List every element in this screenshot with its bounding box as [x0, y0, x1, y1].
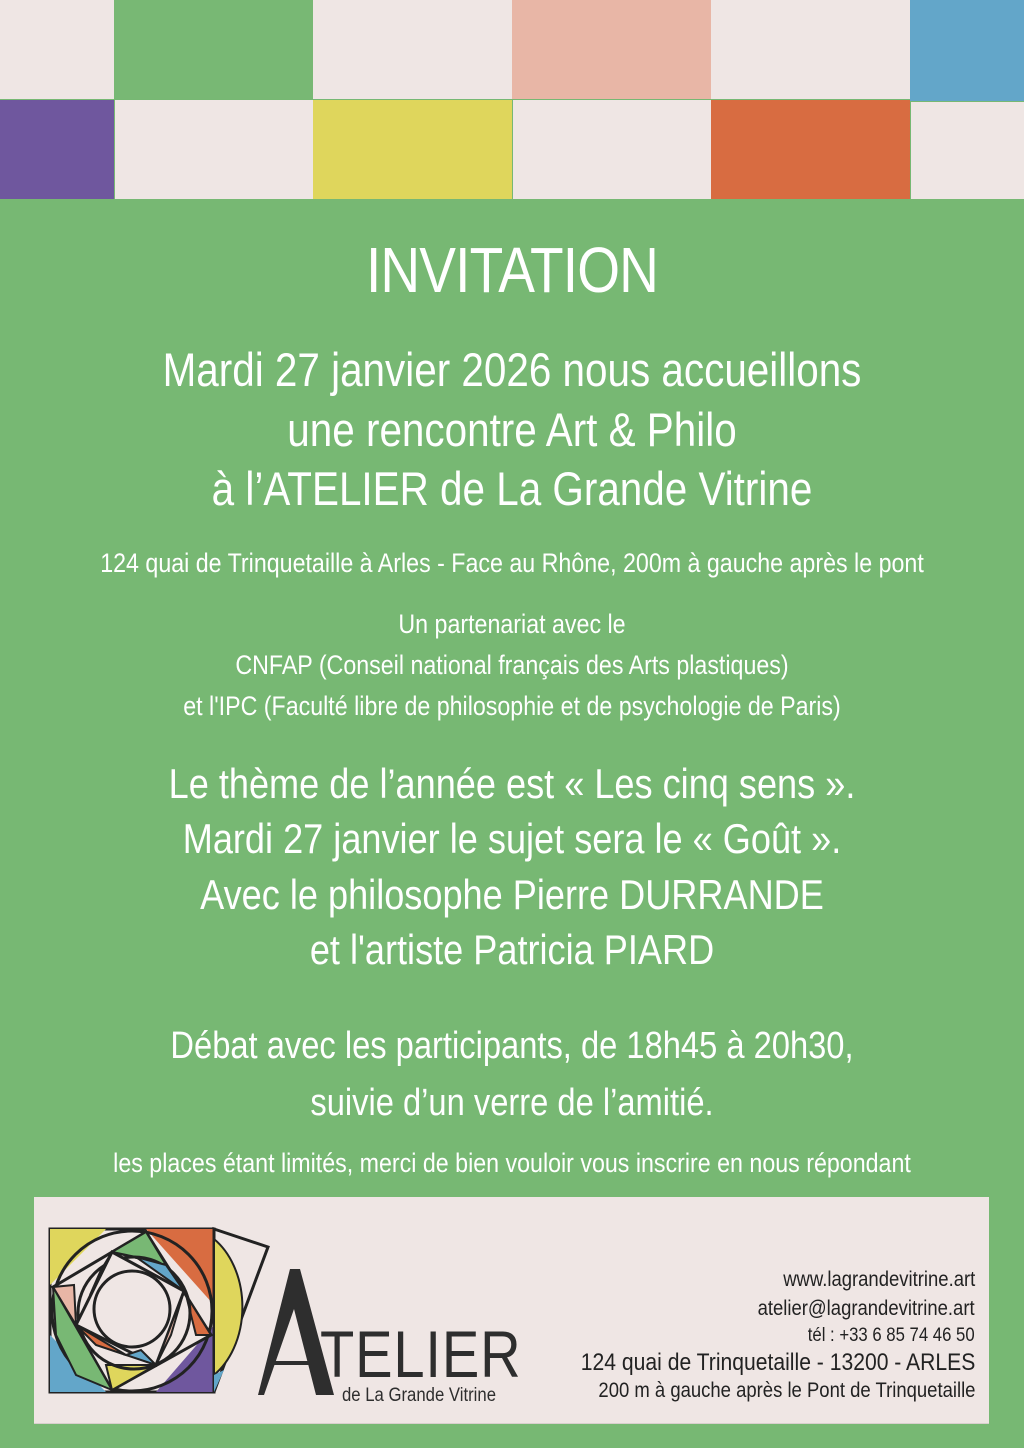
- footer-address: 124 quai de Trinquetaille - 13200 - ARLES: [580, 1349, 975, 1376]
- tile: [911, 102, 1024, 199]
- address-line: 124 quai de Trinquetaille à Arles - Face au Rhône, 200m à gauche après le pont: [100, 548, 924, 578]
- email-link[interactable]: atelier@lagrandevitrine.art: [757, 1297, 975, 1320]
- partnership-line-ipc: et l'IPC (Faculté libre de philosophie et de psychologie de Paris): [183, 691, 841, 721]
- tile: [512, 0, 711, 99]
- tile: [114, 0, 313, 99]
- theme-line-year: Le thème de l’année est « Les cinq sens ».: [168, 760, 856, 807]
- intro-line-date: Mardi 27 janvier 2026 nous accueillons: [162, 343, 862, 396]
- intro-line-venue: à l’ATELIER de La Grande Vitrine: [211, 462, 813, 515]
- partnership-line-1: Un partenariat avec le: [398, 609, 626, 639]
- phone-number: tél : +33 6 85 74 46 50: [808, 1325, 975, 1346]
- atelier-logo-icon: [46, 1225, 271, 1397]
- tile: [115, 100, 313, 199]
- theme-line-philosopher: Avec le philosophe Pierre DURRANDE: [200, 871, 824, 918]
- tile: [313, 0, 512, 99]
- atelier-subtitle: de La Grande Vitrine: [342, 1385, 496, 1406]
- footer-directions: 200 m à gauche après le Pont de Trinquetaille: [597, 1379, 975, 1402]
- debate-line-drink: suivie d’un verre de l’amitié.: [310, 1082, 714, 1124]
- tile: [313, 100, 512, 199]
- theme-line-subject: Mardi 27 janvier le sujet sera le « Goût ».: [182, 815, 842, 862]
- tile: [910, 0, 1024, 101]
- website-link[interactable]: www.lagrandevitrine.art: [782, 1268, 975, 1291]
- header-color-tiles: [0, 0, 1024, 199]
- debate-line-time: Débat avec les participants, de 18h45 à 20h30,: [170, 1025, 854, 1067]
- theme-line-artist: et l'artiste Patricia PIARD: [309, 926, 715, 973]
- partnership-line-cnfap: CNFAP (Conseil national français des Arts plastiques): [235, 650, 789, 680]
- tile: [711, 100, 910, 199]
- atelier-wordmark: TELIER: [320, 1317, 522, 1391]
- rsvp-note: les places étant limités, merci de bien vouloir vous inscrire en nous répondant: [113, 1148, 911, 1178]
- footer-panel: [34, 1197, 989, 1423]
- invitation-title: INVITATION: [365, 234, 659, 306]
- tile: [0, 100, 114, 199]
- tile: [513, 100, 711, 199]
- tile: [0, 0, 114, 99]
- tile: [711, 0, 910, 99]
- intro-line-event: une rencontre Art & Philo: [287, 403, 737, 456]
